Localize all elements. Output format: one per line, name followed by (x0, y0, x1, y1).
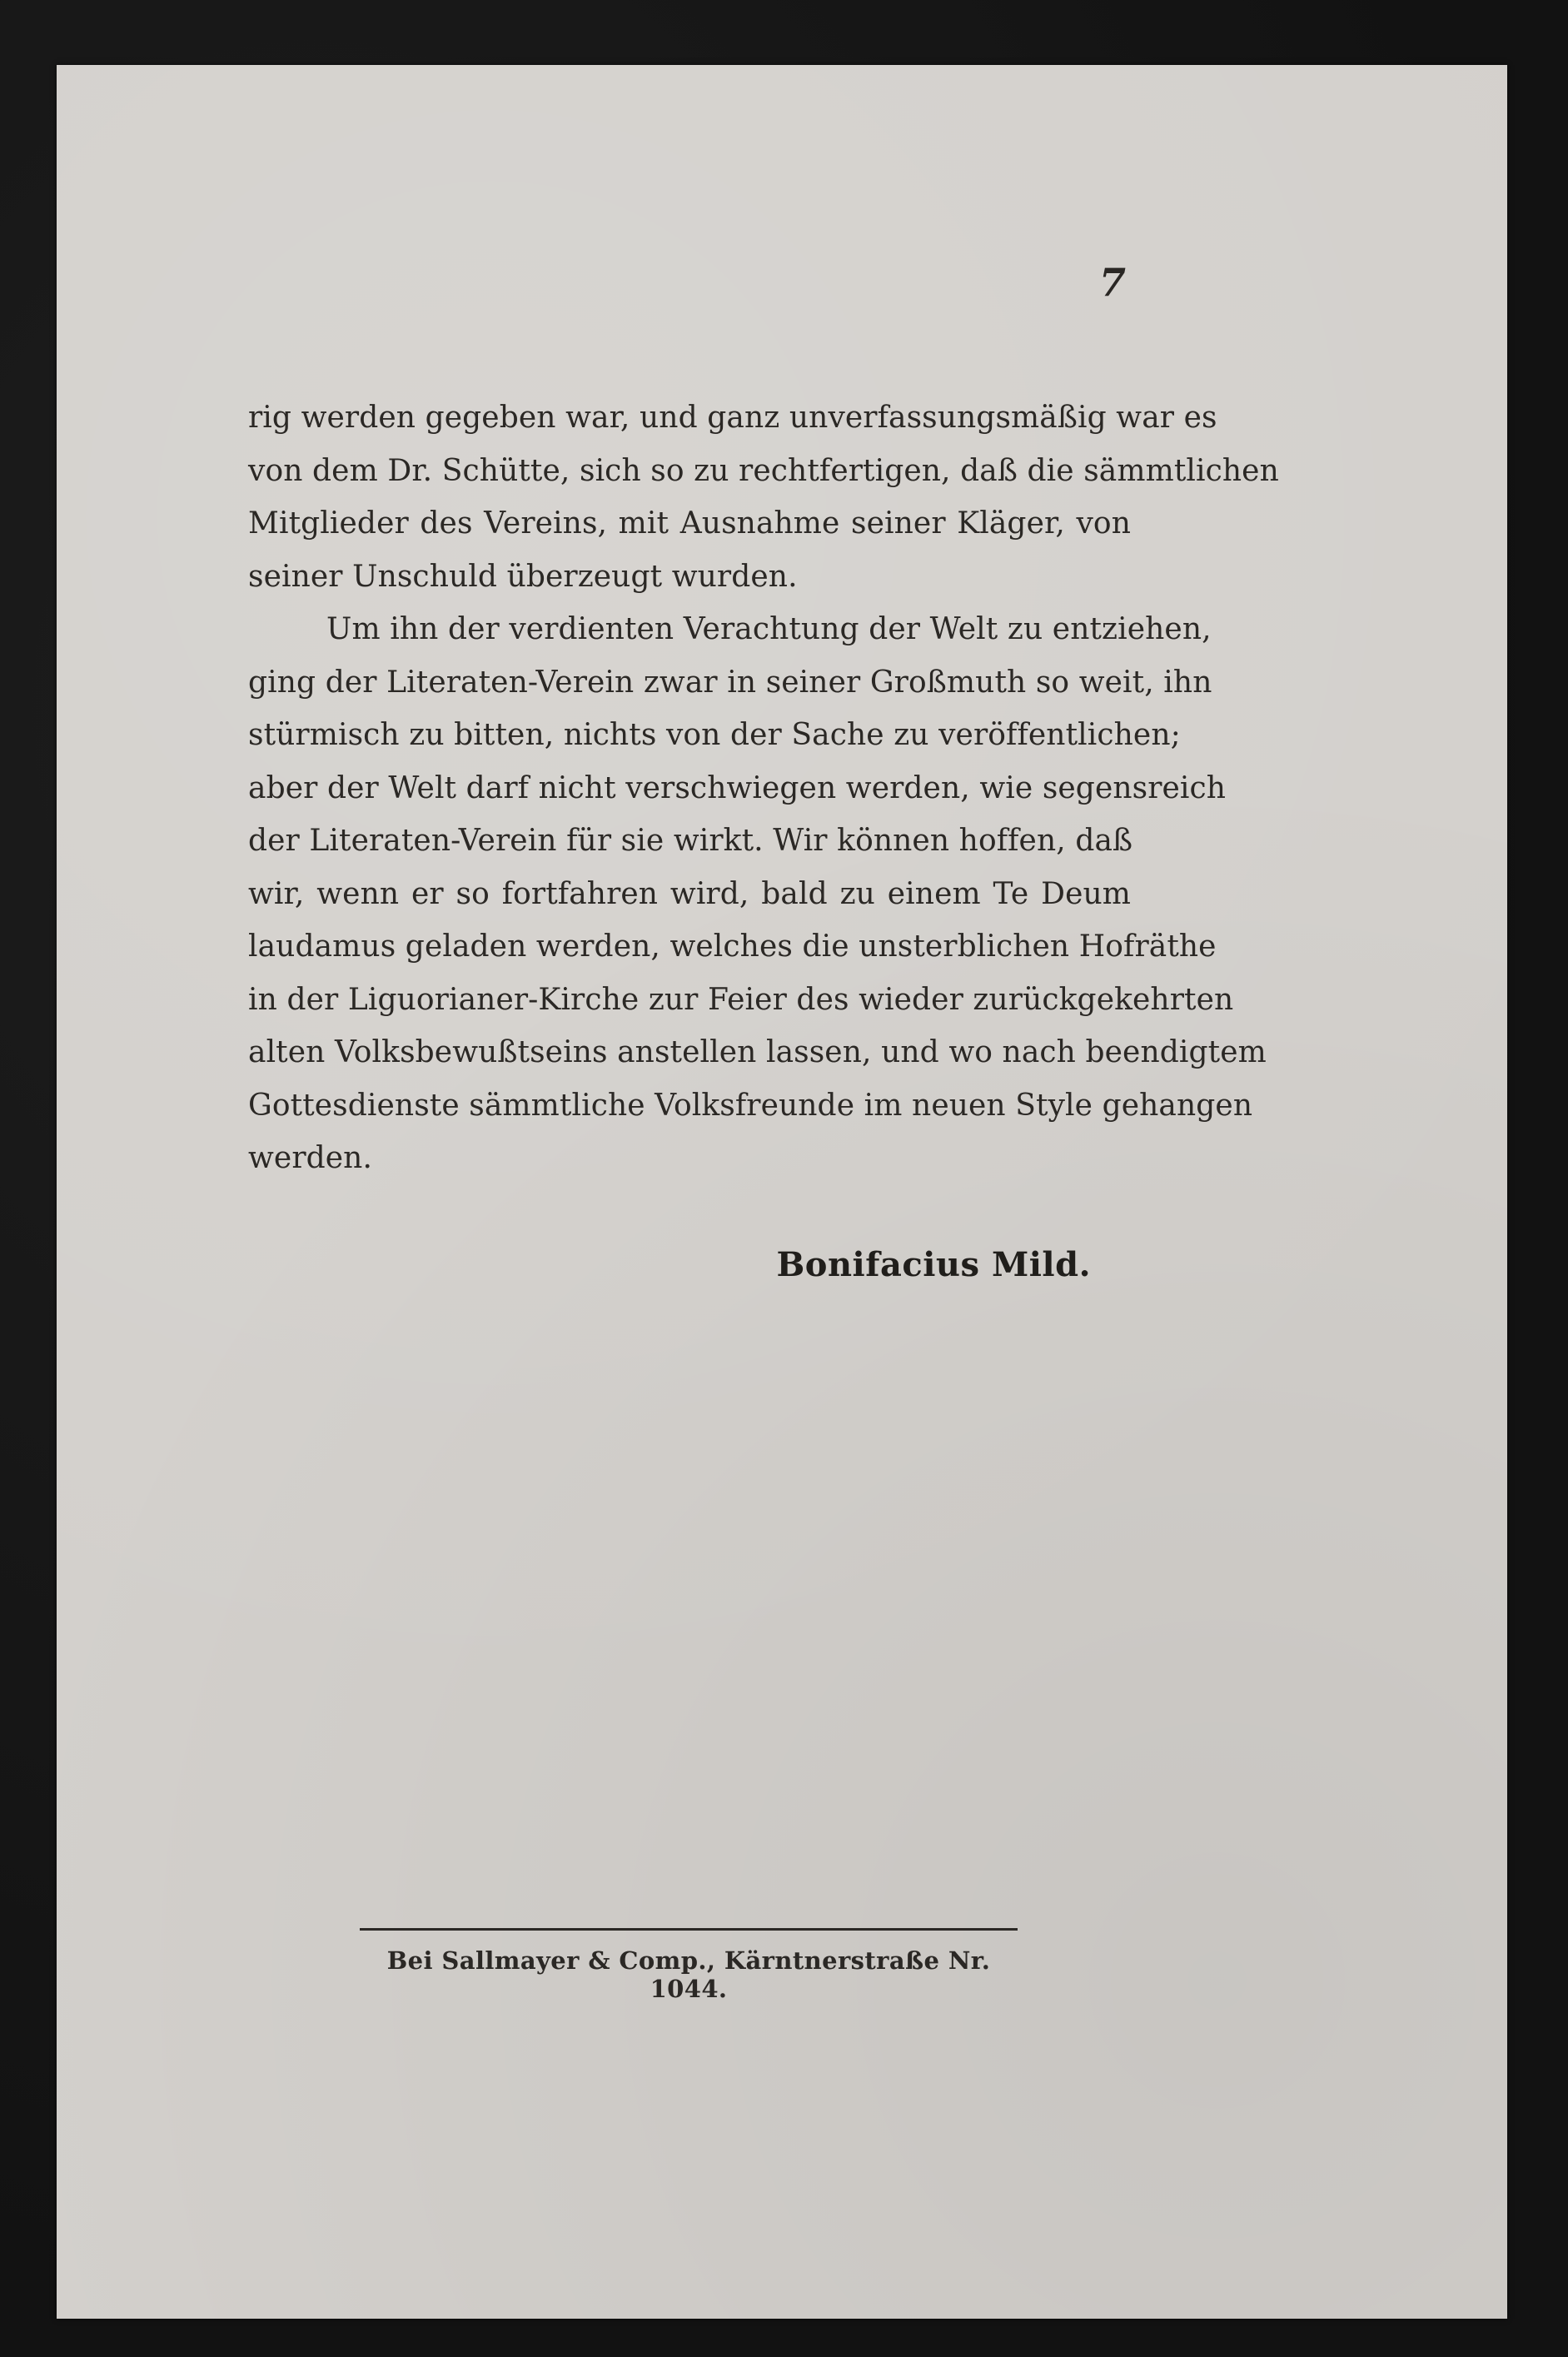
signature: Bonifacius Mild. (776, 1245, 1091, 1284)
text-line: seiner Unschuld überzeugt wurden. (248, 559, 798, 594)
text-line: der Literaten-Verein für sie wirkt. Wir können hoffen, daß (248, 824, 1133, 858)
text-line: stürmisch zu bitten, nichts von der Sache zu veröffentlichen; (248, 718, 1181, 752)
text-line: Gottesdienste sämmtliche Volksfreunde im neuen Style gehangen (248, 1088, 1253, 1123)
text-line: laudamus geladen werden, welches die unsterblichen Hofräthe (248, 929, 1217, 964)
text-line: wir, wenn er so fortfahren wird, bald zu einem Te Deum (248, 876, 1131, 911)
text-line: Mitglieder des Vereins, mit Ausnahme seiner Kläger, von (248, 506, 1131, 541)
text-line: rig werden gegeben war, und ganz unverfassungsmäßig war es (248, 401, 1217, 435)
page-number: 7 (1098, 260, 1126, 305)
text-line: aber der Welt darf nicht verschwiegen werden, wie segensreich (248, 770, 1227, 805)
printer-imprint: Bei Sallmayer & Comp., Kärntnerstraße Nr. 1044. (386, 1946, 991, 2003)
text-line: alten Volksbewußtseins anstellen lassen, und wo nach beendigtem (248, 1035, 1267, 1069)
footer-rule (360, 1928, 1018, 1931)
body-text (248, 391, 1279, 1185)
text-line: in der Liguorianer-Kirche zur Feier des wieder zurückgekehrten (248, 982, 1234, 1017)
text-line: werden. (248, 1141, 373, 1175)
text-line: Um ihn der verdienten Verachtung der Welt zu entziehen, (326, 612, 1212, 646)
text-line: von dem Dr. Schütte, sich so zu rechtfertigen, daß die sämmtlichen (248, 453, 1279, 488)
text-line: ging der Literaten-Verein zwar in seiner Großmuth so weit, ihn (248, 665, 1212, 700)
